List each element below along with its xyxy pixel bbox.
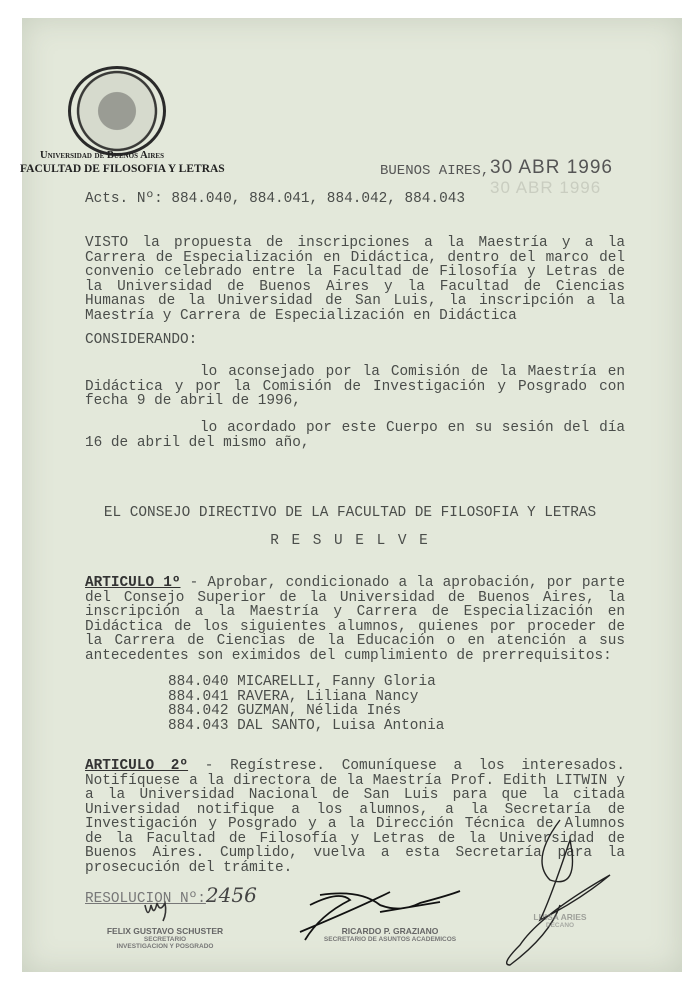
text-line: antecedentes son eximidos del cumplimiento de prerrequisitos: xyxy=(85,647,612,664)
text-line: Investigación y Posgrado y a la Dirección Técnica de Alumnos xyxy=(85,816,625,832)
text-line: 16 de abril del mismo año, xyxy=(85,434,310,451)
text-line: Carrera de Especialización en Didáctica, dentro del marco del xyxy=(85,249,625,266)
text-line: lo acordado por este Cuerpo en su sesión del día xyxy=(200,420,625,436)
text-line: VISTO la propuesta de inscripciones a la Maestría y a la xyxy=(85,235,625,251)
signature-block-dean xyxy=(515,912,605,929)
consejo-heading: EL CONSEJO DIRECTIVO DE LA FACULTAD DE FILOSOFIA Y LETRAS xyxy=(103,505,597,521)
student-item: 884.041 RAVERA, Liliana Nancy xyxy=(168,688,419,705)
faculty-name: FACULTAD DE FILOSOFIA Y LETRAS xyxy=(20,163,225,175)
text-line: Buenos Aires. Cumplido, vuelva a esta Secretaría para la xyxy=(85,845,625,861)
signer-name: LUISA ARIES xyxy=(533,912,587,922)
resolucion-handwritten-number: 2456 xyxy=(205,883,257,907)
considerando-label: CONSIDERANDO: xyxy=(85,332,198,348)
student-item: 884.042 GUZMAN, Nélida Inés xyxy=(168,703,402,719)
articulo-2-label: ARTICULO 2º xyxy=(85,758,189,774)
text-line: Didáctica y por la Comisión de Investigación y Posgrado con xyxy=(85,378,625,395)
signature-block-schuster xyxy=(70,926,260,950)
signature-dean xyxy=(507,820,610,965)
text-line: convenio celebrado entre la Facultad de Filosofía y Letras de xyxy=(85,264,625,280)
date-prefix: BUENOS AIRES, xyxy=(380,163,490,179)
signer-title: DECANO xyxy=(545,922,575,929)
text-span: - Regístrese. Comuníquese a los interesados. xyxy=(188,758,625,774)
text-line: del Consejo Superior de la Universidad de Buenos Aires, la xyxy=(85,589,625,606)
university-name: Universidad de Buenos Aires xyxy=(40,150,164,161)
text-line: a la Universidad Nacional de San Luis para que la citada xyxy=(85,787,625,803)
text-line: prosecución del trámite. xyxy=(85,859,293,876)
signer-subtitle: INVESTIGACION Y POSGRADO xyxy=(116,943,214,950)
text-line: Humanas de la Universidad de San Luis, la inscripción a la xyxy=(85,293,625,309)
text-line: fecha 9 de abril de 1996, xyxy=(85,393,301,409)
text-line: inscripción a la Maestría y Carrera de Especialización en xyxy=(85,604,625,620)
student-item: 884.043 DAL SANTO, Luisa Antonia xyxy=(168,717,445,734)
signer-name: RICARDO P. GRAZIANO xyxy=(341,926,439,936)
date-stamp-bleed: 30 ABR 1996 xyxy=(490,178,602,197)
signer-title: SECRETARIO xyxy=(143,936,187,943)
articulo-1-label: ARTICULO 1º xyxy=(85,575,181,591)
signer-title: SECRETARIO DE ASUNTOS ACADEMICOS xyxy=(323,936,457,943)
resolucion-label: RESOLUCION Nº: xyxy=(85,891,206,907)
student-item: 884.040 MICARELLI, Fanny Gloria xyxy=(168,674,436,690)
text-line: la Universidad de Buenos Aires y la Facultad de Ciencias xyxy=(85,278,625,295)
text-line: la Carrera de Ciencias de la Educación o en atención a sus xyxy=(85,633,625,649)
text-line: Maestría y Carrera de Especialización en Didáctica xyxy=(85,307,517,324)
signature-schuster xyxy=(145,903,166,921)
date-stamp: 30 ABR 1996 xyxy=(490,157,613,178)
signature-block-graziano xyxy=(300,926,480,943)
acts-numbers: Acts. Nº: 884.040, 884.041, 884.042, 884.043 xyxy=(85,191,465,207)
text-line: de la Facultad de Filosofía y Letras de la Universidad de xyxy=(85,830,625,847)
signer-name: FELIX GUSTAVO SCHUSTER xyxy=(106,926,224,936)
text-line: lo aconsejado por la Comisión de la Maestría en xyxy=(200,364,625,380)
resuelve-heading: R E S U E L V E xyxy=(270,533,430,549)
text-line: Universidad notifique a los alumnos, a la Secretaría de xyxy=(85,801,625,818)
text-line: Notifíquese a la directora de la Maestría Prof. Edith LITWIN y xyxy=(85,772,625,789)
text-line: Didáctica de los siguientes alumnos, quienes por proceder de xyxy=(85,618,625,635)
text-span: - Aprobar, condicionado a la aprobación, por parte xyxy=(180,575,625,591)
